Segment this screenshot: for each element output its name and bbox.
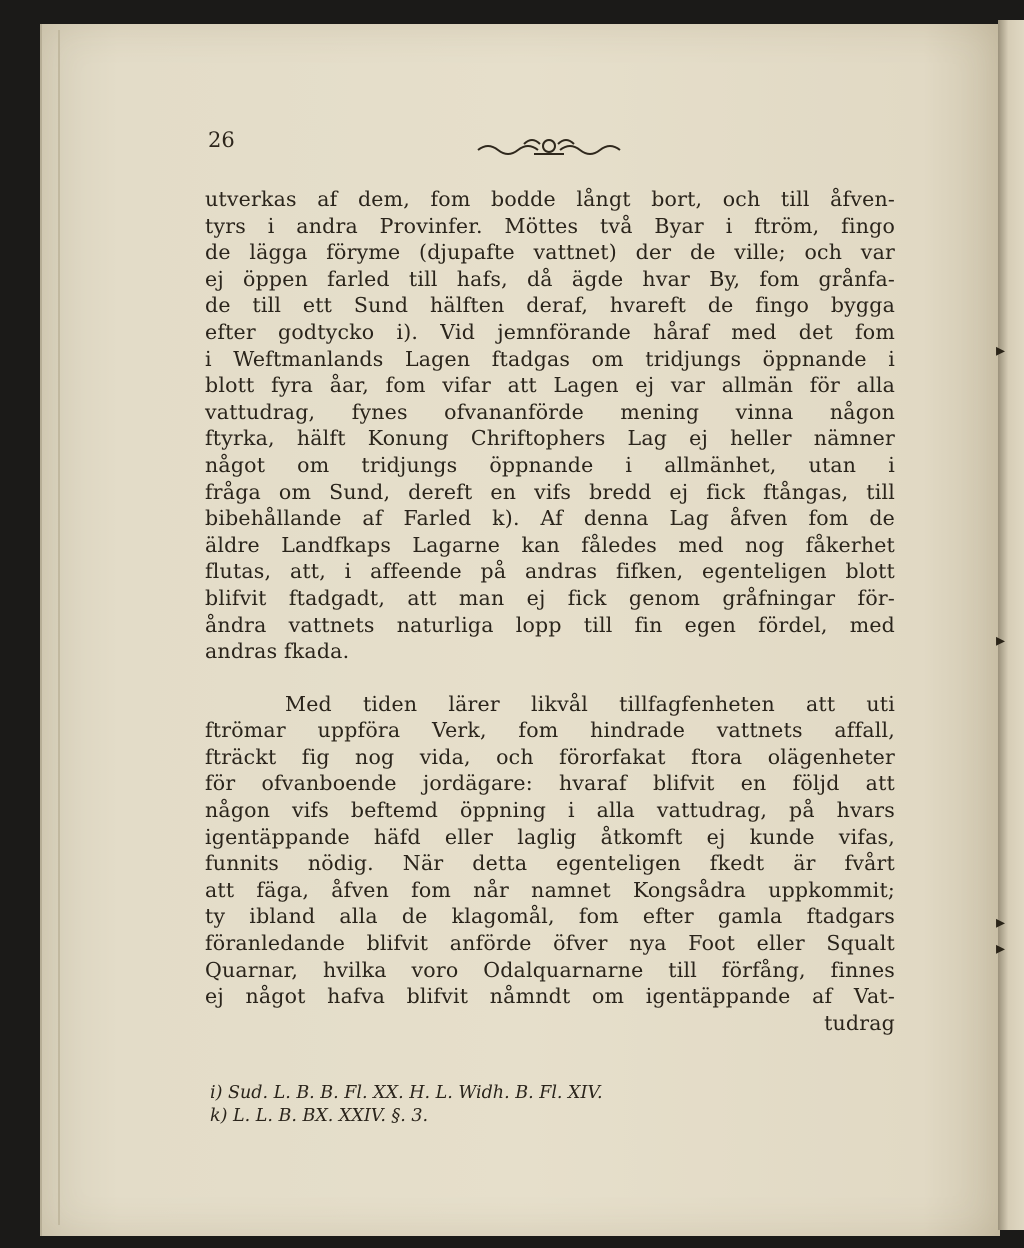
footnote-k: k) L. L. B. BX. XXIV. §. 3. — [210, 1106, 429, 1126]
text-line: att fäga, åfven fom når namnet Kongsådra uppkommit; — [205, 877, 895, 902]
text-line: i Weftmanlands Lagen ftadgas om tridjungs öppnande i — [205, 346, 895, 371]
text-line: vattudrag, fynes ofvananförde mening vinna någon — [205, 399, 895, 424]
text-line: bibehållande af Farled k). Af denna Lag åfven fom de — [205, 506, 895, 531]
text-line: utverkas af dem, fom bodde långt bort, och till åfven- — [205, 187, 895, 211]
text-line: andras fkada. — [205, 639, 350, 664]
body-text — [205, 186, 895, 1036]
paragraph-2 — [205, 691, 895, 1037]
text-line: Quarnar, hvilka voro Odalquarnarne till förfång, finnes — [205, 957, 895, 982]
text-line: de lägga föryme (djupafte vattnet) der de ville; och var — [205, 240, 895, 265]
text-line: fråga om Sund, dereft en vifs bredd ej fick ftångas, till — [205, 479, 895, 504]
text-line: tudrag — [824, 1010, 895, 1035]
text-line: efter godtycko i). Vid jemnförande håraf med det fom — [205, 319, 895, 344]
text-line: ty ibland alla de klagomål, fom efter gamla ftadgars — [205, 904, 895, 929]
text-line: blott fyra åar, fom vifar att Lagen ej var allmän för alla — [205, 373, 895, 398]
text-line: Med tiden lärer likvål tillfagfenheten att uti — [285, 691, 895, 716]
page-number: 26 — [208, 128, 235, 152]
paragraph-1 — [205, 186, 895, 665]
ornament-icon — [474, 134, 624, 160]
text-line: något om tridjungs öppnande i allmänhet, utan i — [205, 452, 895, 477]
text-line: igentäppande häfd eller laglig åtkomft ej kunde vifas, — [205, 824, 895, 849]
text-line: ej något hafva blifvit nåmndt om igentäppande af Vat- — [205, 984, 895, 1009]
footnote-i: i) Sud. L. B. B. Fl. XX. H. L. Widh. B. Fl. XIV. — [210, 1083, 603, 1103]
facing-page-edge — [998, 20, 1024, 1230]
text-line: flutas, att, i affeende på andras fifken, egenteligen blott — [205, 559, 895, 584]
text-line: äldre Landfkaps Lagarne kan fåledes med nog fåkerhet — [205, 532, 895, 557]
text-line: tyrs i andra Provinfer. Möttes två Byar i ftröm, fingo — [205, 213, 895, 238]
text-line: föranledande blifvit anförde öfver nya Foot eller Squalt — [205, 931, 895, 956]
text-line: ej öppen farled till hafs, då ägde hvar By, fom grånfa- — [205, 266, 895, 291]
text-line: ftyrka, hälft Konung Chriftophers Lag ej heller nämner — [205, 426, 895, 451]
text-line: åndra vattnets naturliga lopp till fin egen fördel, med — [205, 612, 895, 637]
text-line: blifvit ftadgadt, att man ej fick genom gråfningar för- — [205, 585, 895, 610]
text-line: någon vifs beftemd öppning i alla vattudrag, på hvars — [205, 798, 895, 823]
page-edge-line — [58, 30, 60, 1225]
footnotes — [210, 1082, 810, 1128]
text-line: funnits nödig. När detta egenteligen fkedt är fvårt — [205, 851, 895, 876]
text-line: för ofvanboende jordägare: hvaraf blifvit en följd att — [205, 771, 895, 796]
text-line: de till ett Sund hälften deraf, hvareft de fingo bygga — [205, 293, 895, 318]
text-line: ftrömar uppföra Verk, fom hindrade vattnets affall, — [205, 718, 895, 743]
text-line: fträckt fig nog vida, och förorfakat ftora olägenheter — [205, 744, 895, 769]
